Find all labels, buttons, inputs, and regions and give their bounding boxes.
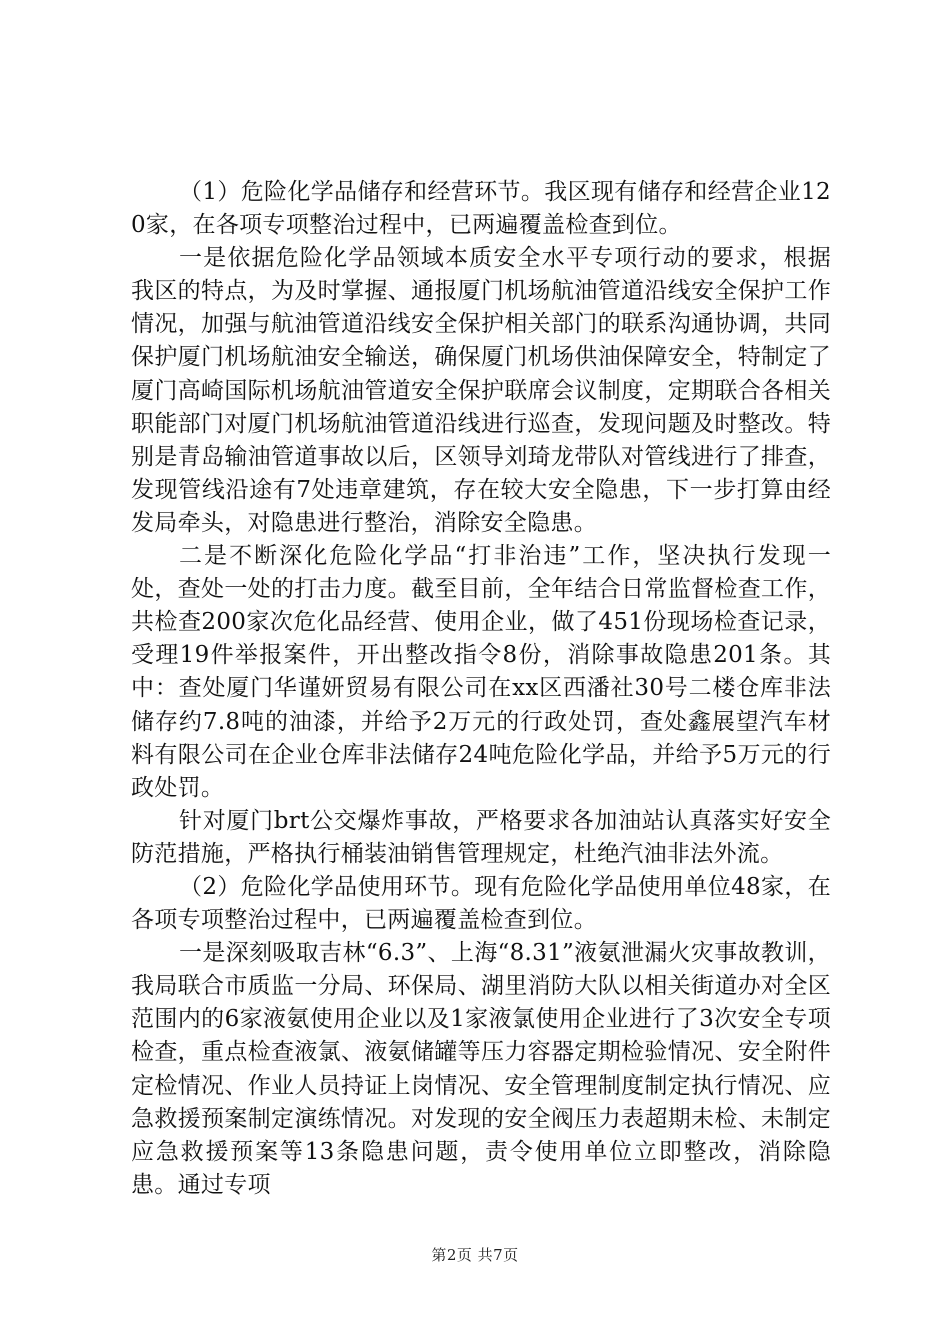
paragraph-illegal-crackdown: 二是不断深化危险化学品“打非治违”工作，坚决执行发现一处，查处一处的打击力度。截至目前，全年结合日常监督检查工作，共检查200家次危化品经营、使用企业，做了451份现场检查记录，受理19件举报案件，开出整改指令8份，消除事故隐患201条。其中：查处厦门华谨妍贸易有限公司在xx区西潘社30号二楼仓库非法储存约7.8吨的油漆，并给予2万元的行政处罚，查处鑫展望汽车材料有限公司在企业仓库非法储存24吨危险化学品，并给予5万元的行政处罚。: [131, 543, 831, 801]
body-text: [131, 176, 831, 1202]
paragraph-ammonia-inspection: 一是深刻吸取吉林“6.3”、上海“8.31”液氨泄漏火灾事故教训，我局联合市质监一分局、环保局、湖里消防大队以相关街道办对全区范围内的6家液氨使用企业以及1家液氯使用企业进行了3次安全专项检查，重点检查液氯、液氨储罐等压力容器定期检验情况、安全附件定检情况、作业人员持证上岗情况、安全管理制度制定执行情况、应急救援预案制定演练情况。对发现的安全阀压力表超期未检、未制定应急救援预案等13条隐患问题，责令使用单位立即整改，消除隐患。通过专项: [131, 940, 831, 1198]
paragraph-storage-heading: （1）危险化学品储存和经营环节。我区现有储存和经营企业120家，在各项专项整治过程中，已两遍覆盖检查到位。: [131, 179, 831, 239]
page-number-footer: 第2页 共7页: [431, 1246, 519, 1264]
paragraph-usage-heading: （2）危险化学品使用环节。现有危险化学品使用单位48家，在各项专项整治过程中，已两遍覆盖检查到位。: [131, 873, 831, 934]
paragraph-pipeline-protection: 一是依据危险化学品领域本质安全水平专项行动的要求，根据我区的特点，为及时掌握、通报厦门机场航油管道沿线安全保护工作情况，加强与航油管道沿线安全保护相关部门的联系沟通协调，共同保护厦门机场航油安全输送，确保厦门机场供油保障安全，特制定了厦门高崎国际机场航油管道安全保护联席会议制度，定期联合各相关职能部门对厦门机场航油管道沿线进行巡查，发现问题及时整改。特别是青岛输油管道事故以后，区领导刘琦龙带队对管线进行了排查，发现管线沿途有7处违章建筑，存在较大安全隐患，下一步打算由经发局牵头，对隐患进行整治，消除安全隐患。: [131, 245, 831, 536]
paragraph-brt-accident: 针对厦门brt公交爆炸事故，严格要求各加油站认真落实好安全防范措施，严格执行桶装油销售管理规定，杜绝汽油非法外流。: [131, 807, 831, 867]
